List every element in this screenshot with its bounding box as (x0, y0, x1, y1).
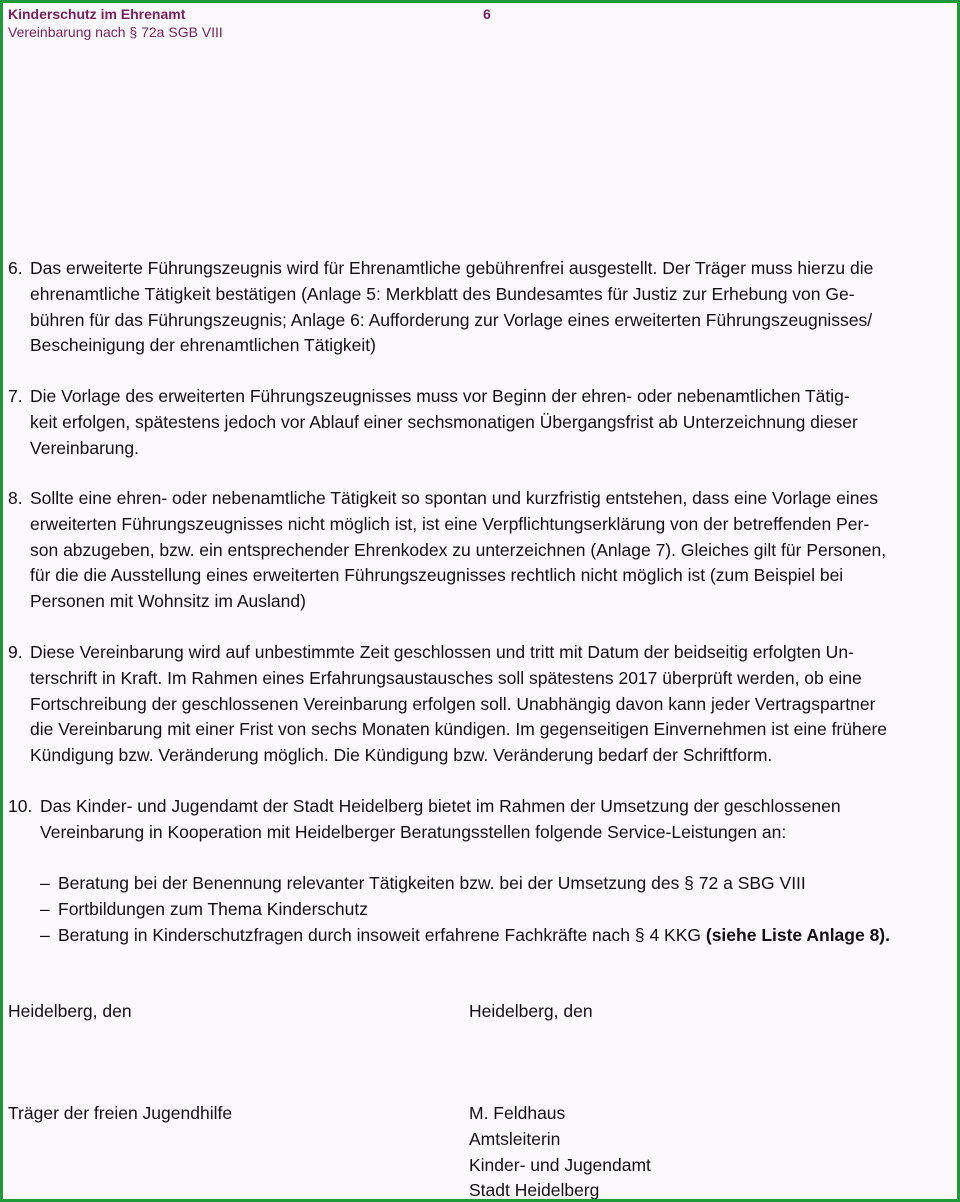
clause-6 (8, 256, 873, 359)
dash-bullet: – (40, 899, 50, 919)
signatory-office: Kinder- und Jugendamt (469, 1155, 651, 1175)
clause-line: son abzugeben, bzw. ein entsprechender Ehrenkodex zu unterzeichnen (Anlage 7). Gleiches gilt für Personen, (30, 539, 887, 560)
clause-line: bühren für das Führungszeugnis; Anlage 6: Aufforderung zur Vorlage eines erweiterten Führungszeugnisses/ (30, 309, 873, 330)
clause-line: Das erweiterte Führungszeugnis wird für Ehrenamtliche gebührenfrei ausgestellt. Der Träger muss hierzu die (30, 258, 874, 278)
service-text: Beratung bei der Benennung relevanter Tätigkeiten bzw. bei der Umsetzung des § 72 a SBG VIII (58, 873, 806, 893)
dash-bullet: – (40, 925, 50, 945)
right-place-date: Heidelberg, den (469, 1001, 593, 1021)
left-place-date: Heidelberg, den (8, 1001, 132, 1021)
clause-number: 6. (8, 258, 23, 278)
clause-number: 7. (8, 386, 23, 406)
clause-line: Das Kinder- und Jugendamt der Stadt Heidelberg bietet im Rahmen der Umsetzung der geschlossenen (40, 796, 841, 816)
header-title: Kinderschutz im Ehrenamt (8, 6, 186, 22)
service-reference: (siehe Liste Anlage 8). (705, 925, 891, 945)
clause-line: für die die Ausstellung eines erweiterten Führungszeugnisses rechtlich nicht möglich ist (zum Beispiel bei (30, 565, 844, 586)
left-party: Träger der freien Jugendhilfe (8, 1103, 233, 1123)
clause-10 (8, 794, 841, 846)
clause-line: ehrenamtliche Tätigkeit bestätigen (Anlage 5: Merkblatt des Bundesamtes für Justiz zur Erhebung von Ge- (30, 283, 855, 304)
service-text: Beratung in Kinderschutzfragen durch insoweit erfahrene Fachkräfte nach § 4 KKG (58, 925, 706, 945)
clause-line: Vereinbarung. (30, 437, 139, 458)
signatory-name: M. Feldhaus (469, 1103, 566, 1123)
clause-line: keit erfolgen, spätestens jedoch vor Ablauf einer sechsmonatigen Übergangsfrist ab Unterzeichnung dieser (30, 411, 858, 432)
page-number: 6 (483, 6, 491, 22)
service-item (40, 871, 806, 897)
clause-8 (8, 486, 886, 615)
clause-number: 9. (8, 642, 23, 662)
signatory-role: Amtsleiterin (469, 1129, 561, 1149)
clause-line: Fortschreibung der geschlossenen Vereinbarung erfolgen soll. Unabhängig davon kann jeder Vertragspartner (30, 693, 876, 714)
service-item (40, 923, 890, 949)
clause-line: terschrift in Kraft. Im Rahmen eines Erfahrungsaustausches soll spätestens 2017 überprüft werden, ob eine (30, 667, 862, 688)
service-text: Fortbildungen zum Thema Kinderschutz (58, 899, 368, 919)
clause-line: Kündigung bzw. Veränderung möglich. Die Kündigung bzw. Veränderung bedarf der Schriftform. (30, 745, 773, 766)
clause-line: Sollte eine ehren- oder nebenamtliche Tätigkeit so spontan und kurzfristig entstehen, dass eine Vorlage eines (30, 488, 878, 508)
clause-line: die Vereinbarung mit einer Frist von sechs Monaten kündigen. Im gegenseitigen Einvernehmen ist eine frühere (30, 719, 888, 740)
dash-bullet: – (40, 873, 50, 893)
clause-line: Bescheinigung der ehrenamtlichen Tätigkeit) (30, 335, 376, 356)
header-subtitle: Vereinbarung nach § 72a SGB VIII (8, 24, 223, 40)
clause-line: erweiterten Führungszeugnisses nicht möglich ist, ist eine Verpflichtungserklärung von der betreffenden Per- (30, 513, 870, 534)
signatory-city: Stadt Heidelberg (469, 1180, 600, 1200)
clause-9 (8, 640, 887, 769)
clause-line: Personen mit Wohnsitz im Ausland) (30, 591, 306, 612)
clause-line: Diese Vereinbarung wird auf unbestimmte Zeit geschlossen und tritt mit Datum der beidseitig erfolgten Un- (30, 642, 854, 662)
clause-number: 8. (8, 488, 23, 508)
service-item (40, 897, 368, 923)
clause-line: Die Vorlage des erweiterten Führungszeugnisses muss vor Beginn der ehren- oder nebenamtlichen Tätig- (30, 386, 850, 406)
clause-7 (8, 384, 858, 461)
clause-number: 10. (8, 796, 33, 816)
clause-line: Vereinbarung in Kooperation mit Heidelberger Beratungsstellen folgende Service-Leistungen an: (40, 821, 787, 842)
